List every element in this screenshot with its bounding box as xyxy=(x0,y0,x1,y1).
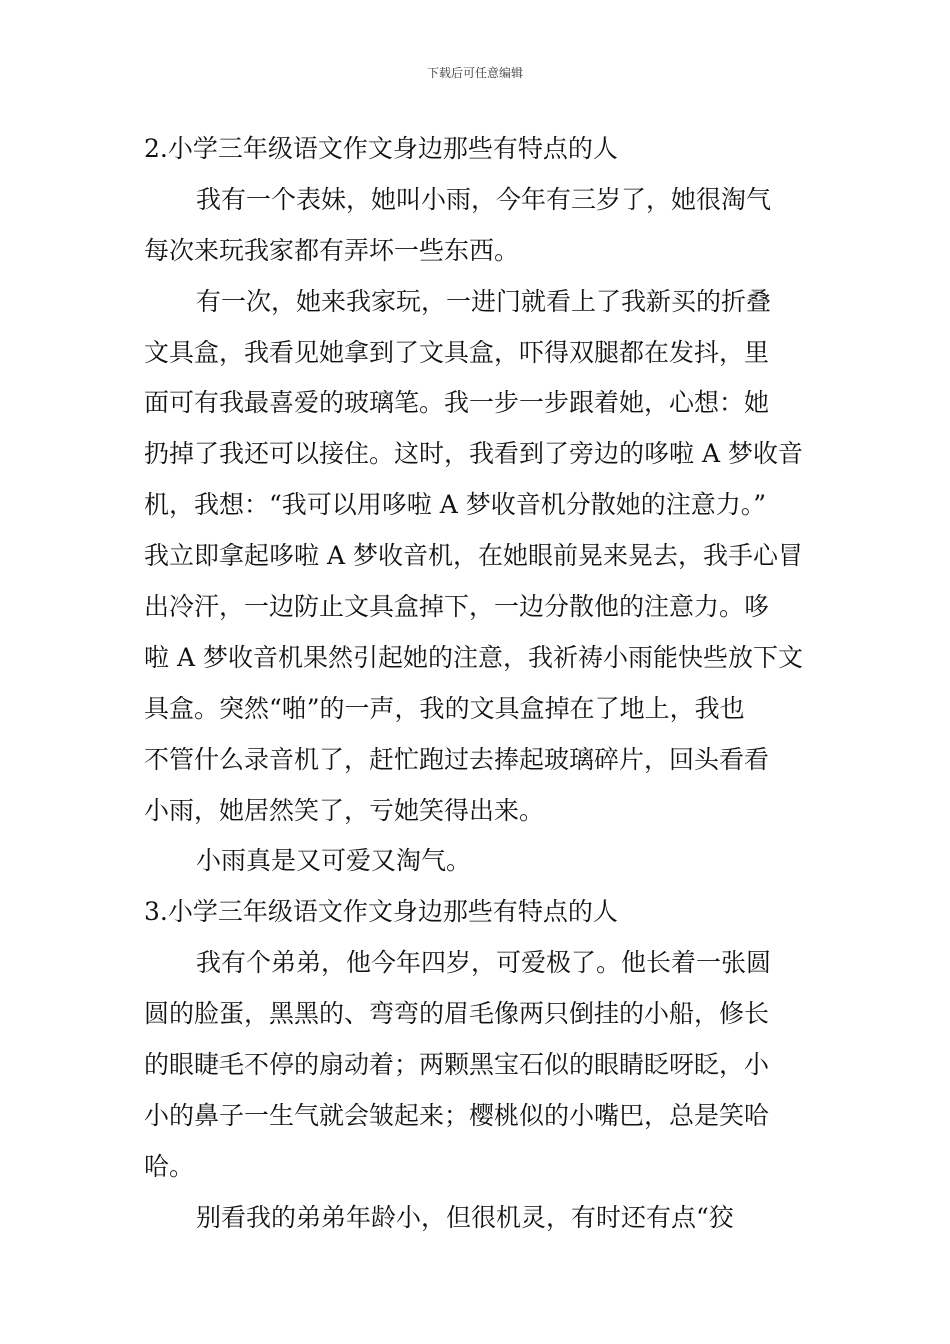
document-body xyxy=(144,124,808,1244)
text-line: 2.小学三年级语文作文身边那些有特点的人 xyxy=(144,134,618,163)
text-line: 小的鼻子一生气就会皱起来；樱桃似的小嘴巴，总是笑哈 xyxy=(144,1100,770,1130)
text-line: 不管什么录音机了，赶忙跑过去捧起玻璃碎片，回头看看 xyxy=(144,744,770,774)
text-line: 啦 A 梦收音机果然引起她的注意，我祈祷小雨能快些放下文 xyxy=(144,642,803,672)
text-line: 机，我想：“我可以用哆啦 A 梦收音机分散她的注意力。” xyxy=(144,490,767,520)
text-line: 的眼睫毛不停的扇动着；两颗黑宝石似的眼睛眨呀眨，小 xyxy=(144,1050,770,1080)
text-line: 哈。 xyxy=(144,1151,195,1181)
text-line: 扔掉了我还可以接住。这时，我看到了旁边的哆啦 A 梦收音 xyxy=(144,439,803,469)
text-line: 我有个弟弟，他今年四岁，可爱极了。他长着一张圆 xyxy=(196,948,772,978)
text-line: 有一次，她来我家玩，一进门就看上了我新买的折叠 xyxy=(196,286,772,316)
text-line: 小雨，她居然笑了，亏她笑得出来。 xyxy=(144,795,545,825)
page-header: 下载后可任意编辑 xyxy=(426,66,523,80)
text-line: 我有一个表妹，她叫小雨，今年有三岁了，她很淘气 xyxy=(196,184,772,214)
text-line: 3.小学三年级语文作文身边那些有特点的人 xyxy=(144,897,618,927)
text-line: 每次来玩我家都有弄坏一些东西。 xyxy=(144,235,520,265)
text-line: 我立即拿起哆啦 A 梦收音机，在她眼前晃来晃去，我手心冒 xyxy=(144,541,803,571)
text-line: 具盒。突然“啪”的一声，我的文具盒掉在了地上，我也 xyxy=(144,693,745,723)
text-line: 文具盒，我看见她拿到了文具盒，吓得双腿都在发抖，里 xyxy=(144,337,770,367)
text-line: 别看我的弟弟年龄小，但很机灵，有时还有点“狡 xyxy=(196,1202,734,1232)
text-line: 面可有我最喜爱的玻璃笔。我一步一步跟着她，心想：她 xyxy=(144,388,770,418)
text-line: 圆的脸蛋，黑黑的、弯弯的眉毛像两只倒挂的小船，修长 xyxy=(144,999,770,1029)
text-line: 出冷汗，一边防止文具盒掉下，一边分散他的注意力。哆 xyxy=(144,592,770,622)
text-line: 小雨真是又可爱又淘气。 xyxy=(196,846,472,876)
